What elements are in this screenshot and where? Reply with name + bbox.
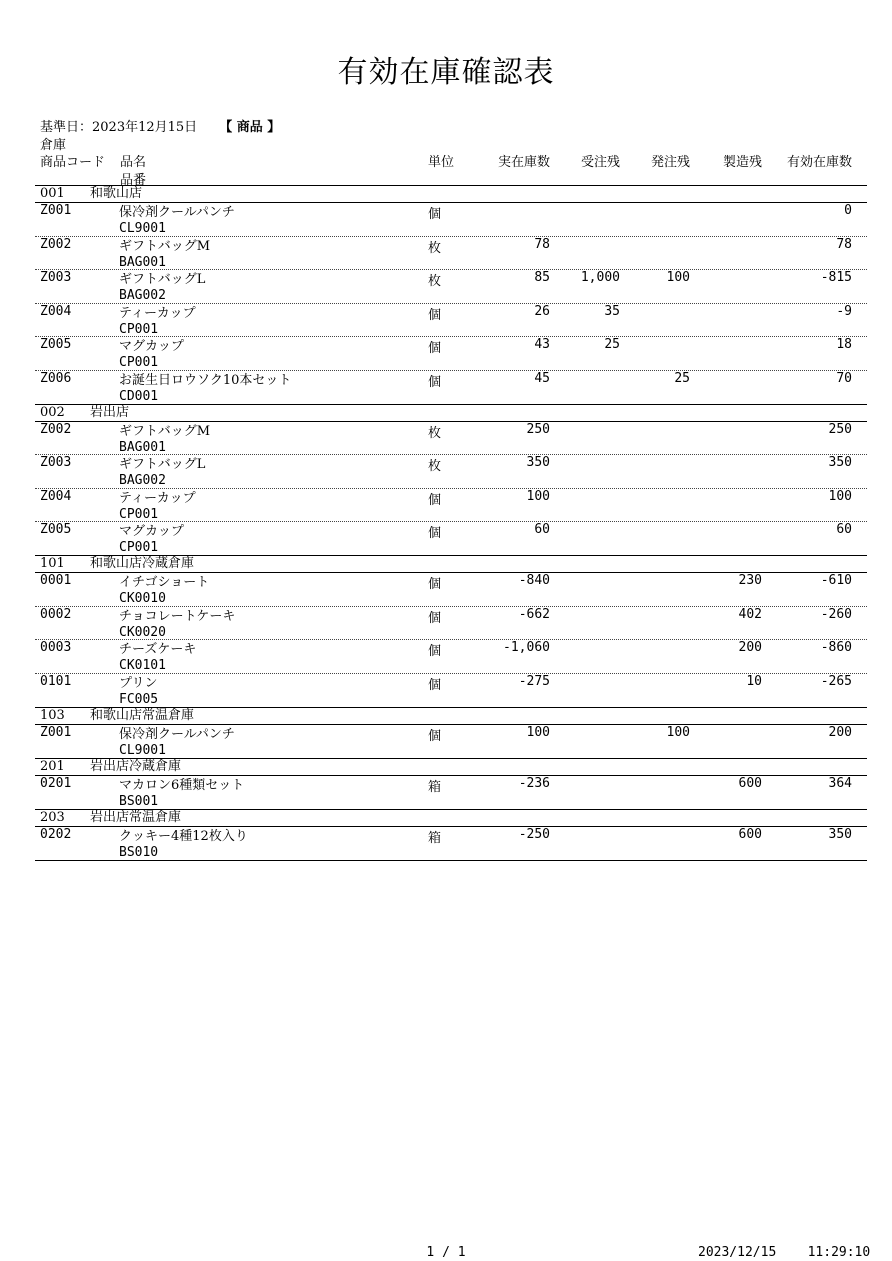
product-name: イチゴショート [119, 575, 210, 590]
product-code: Z006 [40, 370, 72, 386]
effective-stock: -9 [836, 303, 852, 319]
print-date: 2023/12/15 [698, 1245, 777, 1260]
table-row [35, 337, 867, 371]
warehouse-code: 103 [40, 707, 65, 723]
unit: 枚 [428, 274, 442, 289]
actual-stock: 78 [534, 236, 550, 252]
po-backlog: 100 [666, 270, 690, 285]
unit: 個 [428, 644, 442, 659]
unit: 箱 [428, 830, 442, 846]
product-code: Z002 [40, 236, 72, 252]
actual-stock: -275 [518, 673, 550, 689]
table-row [35, 455, 867, 489]
actual-stock: 26 [534, 303, 550, 319]
product-name: クッキー4種12枚入り [119, 828, 248, 844]
header-unit: 単位 [428, 155, 455, 170]
actual-stock: -662 [518, 606, 550, 622]
part-number: CP001 [119, 506, 159, 522]
product-name: ティーカップ [119, 490, 196, 506]
product-name: ギフトバッグM [119, 423, 211, 439]
effective-stock: 364 [828, 775, 852, 791]
warehouse-name: 和歌山店 [90, 186, 143, 201]
report-meta [40, 116, 280, 135]
actual-stock: 60 [534, 522, 550, 537]
product-code: 0001 [40, 573, 72, 588]
product-name: マグカップ [119, 339, 184, 354]
po-backlog: 25 [674, 370, 690, 386]
actual-stock: 250 [526, 421, 550, 437]
unit: 個 [428, 207, 442, 222]
part-number: CK0020 [119, 624, 166, 640]
header-po-backlog: 発注残 [650, 155, 690, 170]
table-row [35, 203, 867, 237]
actual-stock: 100 [526, 488, 550, 504]
table-row [35, 522, 867, 555]
header-effective: 有効在庫数 [786, 155, 852, 170]
table-row [35, 607, 867, 641]
effective-stock: -265 [820, 673, 852, 689]
effective-stock: 100 [828, 488, 852, 504]
product-code: 0101 [40, 673, 72, 689]
actual-stock: 45 [534, 370, 550, 386]
header-name: 品名 [120, 155, 147, 170]
part-number: CK0010 [119, 591, 166, 606]
table-row [35, 573, 867, 607]
table-row [35, 640, 867, 674]
product-name: 保冷剤クールパンチ [119, 726, 235, 742]
product-code: Z004 [40, 488, 72, 504]
product-name: マグカップ [119, 524, 184, 539]
unit: 個 [428, 610, 442, 626]
table-row [35, 422, 867, 456]
table-row [35, 827, 867, 860]
actual-stock: 350 [526, 455, 550, 470]
part-number: CL9001 [119, 742, 166, 758]
header-stock: 実在庫数 [497, 155, 550, 170]
product-code: 0003 [40, 640, 72, 655]
warehouse-code: 001 [40, 186, 65, 201]
part-number: BAG002 [119, 473, 166, 488]
product-name: ギフトバッグL [119, 272, 206, 287]
effective-stock: -860 [820, 640, 852, 655]
part-number: CP001 [119, 355, 159, 370]
order-backlog: 35 [604, 303, 620, 319]
product-code: Z001 [40, 724, 72, 740]
table-row [35, 371, 867, 404]
product-code: Z002 [40, 421, 72, 437]
warehouse-name: 岩出店常温倉庫 [90, 809, 182, 825]
effective-stock: 0 [844, 203, 852, 218]
unit: 個 [428, 677, 442, 693]
effective-stock: 350 [828, 455, 852, 470]
effective-stock: -260 [820, 606, 852, 622]
unit: 枚 [428, 459, 442, 474]
actual-stock: -1,060 [503, 640, 550, 655]
actual-stock: -840 [518, 573, 550, 588]
unit: 箱 [428, 779, 442, 795]
mfg-backlog: 600 [738, 826, 762, 842]
warehouse-label: 倉庫 [40, 138, 67, 153]
product-code: Z005 [40, 337, 72, 352]
product-code: 0201 [40, 775, 72, 791]
actual-stock: 43 [534, 337, 550, 352]
part-number: BAG001 [119, 254, 166, 270]
part-number: BS010 [119, 844, 159, 860]
product-name: ギフトバッグL [119, 457, 206, 472]
inventory-table [35, 185, 867, 861]
warehouse-name: 岩出店冷蔵倉庫 [90, 758, 182, 774]
base-date-label: 基準日： [40, 120, 93, 135]
table-row [35, 489, 867, 523]
product-name: ティーカップ [119, 305, 196, 321]
page-number: 1 / 1 [426, 1245, 466, 1260]
product-name: プリン [119, 675, 158, 691]
base-date: 2023年12月15日 [92, 120, 198, 135]
header-order-backlog: 受注残 [580, 155, 620, 170]
product-name: チョコレートケーキ [119, 608, 236, 624]
header-mfg-backlog: 製造残 [722, 155, 762, 170]
product-name: お誕生日ロウソク10本セット [119, 372, 292, 388]
mfg-backlog: 402 [738, 606, 762, 622]
effective-stock: 350 [828, 826, 852, 842]
warehouse-code: 002 [40, 404, 65, 420]
table-row [35, 304, 867, 338]
actual-stock: 85 [534, 270, 550, 285]
unit: 個 [428, 374, 442, 390]
effective-stock: 78 [836, 236, 852, 252]
unit: 個 [428, 577, 442, 592]
unit: 個 [428, 728, 442, 744]
product-name: チーズケーキ [119, 642, 197, 657]
mfg-backlog: 230 [738, 573, 762, 588]
product-code: Z004 [40, 303, 72, 319]
header-part-no: 品番 [120, 173, 147, 188]
part-number: CP001 [119, 321, 159, 337]
product-name: マカロン6種類セット [119, 777, 245, 793]
effective-stock: 200 [828, 724, 852, 740]
print-time: 11:29:10 [807, 1245, 871, 1260]
page-title: 有効在庫確認表 [337, 55, 555, 90]
unit: 個 [428, 492, 442, 508]
table-row [35, 725, 867, 758]
header-code: 商品コード [40, 155, 106, 170]
part-number: CP001 [119, 540, 159, 555]
product-name: ギフトバッグM [119, 238, 211, 254]
product-code: Z003 [40, 270, 72, 285]
mfg-backlog: 600 [738, 775, 762, 791]
part-number: BAG002 [119, 288, 166, 303]
table-end-rule [35, 860, 867, 861]
warehouse-code: 101 [40, 556, 65, 571]
actual-stock: -250 [518, 826, 550, 842]
effective-stock: -610 [820, 573, 852, 588]
product-code: 0002 [40, 606, 72, 622]
warehouse-name: 岩出店 [90, 404, 130, 420]
warehouse-code: 203 [40, 809, 65, 825]
unit: 枚 [428, 425, 442, 441]
table-row [35, 237, 867, 271]
effective-stock: 250 [828, 421, 852, 437]
warehouse-code: 201 [40, 758, 65, 774]
warehouse-name: 和歌山店冷蔵倉庫 [90, 556, 195, 571]
print-timestamp [698, 1245, 870, 1260]
part-number: FC005 [119, 691, 159, 707]
effective-stock: 60 [836, 522, 852, 537]
effective-stock: 18 [836, 337, 852, 352]
mfg-backlog: 200 [738, 640, 762, 655]
po-backlog: 100 [666, 724, 690, 740]
product-code: Z003 [40, 455, 72, 470]
product-name: 保冷剤クールパンチ [119, 205, 235, 220]
category-tag: 【 商品 】 [219, 120, 281, 135]
unit: 個 [428, 526, 442, 541]
mfg-backlog: 10 [746, 673, 762, 689]
effective-stock: -815 [820, 270, 852, 285]
actual-stock: -236 [518, 775, 550, 791]
part-number: CL9001 [119, 221, 166, 236]
unit: 枚 [428, 240, 442, 256]
product-code: Z001 [40, 203, 72, 218]
order-backlog: 25 [604, 337, 620, 352]
unit: 個 [428, 307, 442, 323]
table-row [35, 270, 867, 304]
product-code: Z005 [40, 522, 72, 537]
part-number: BAG001 [119, 439, 166, 455]
table-row [35, 674, 867, 707]
actual-stock: 100 [526, 724, 550, 740]
table-row [35, 776, 867, 809]
part-number: CK0101 [119, 658, 166, 673]
effective-stock: 70 [836, 370, 852, 386]
part-number: CD001 [119, 388, 159, 404]
warehouse-name: 和歌山店常温倉庫 [90, 707, 195, 723]
unit: 個 [428, 341, 442, 356]
part-number: BS001 [119, 793, 159, 809]
order-backlog: 1,000 [580, 270, 620, 285]
product-code: 0202 [40, 826, 72, 842]
